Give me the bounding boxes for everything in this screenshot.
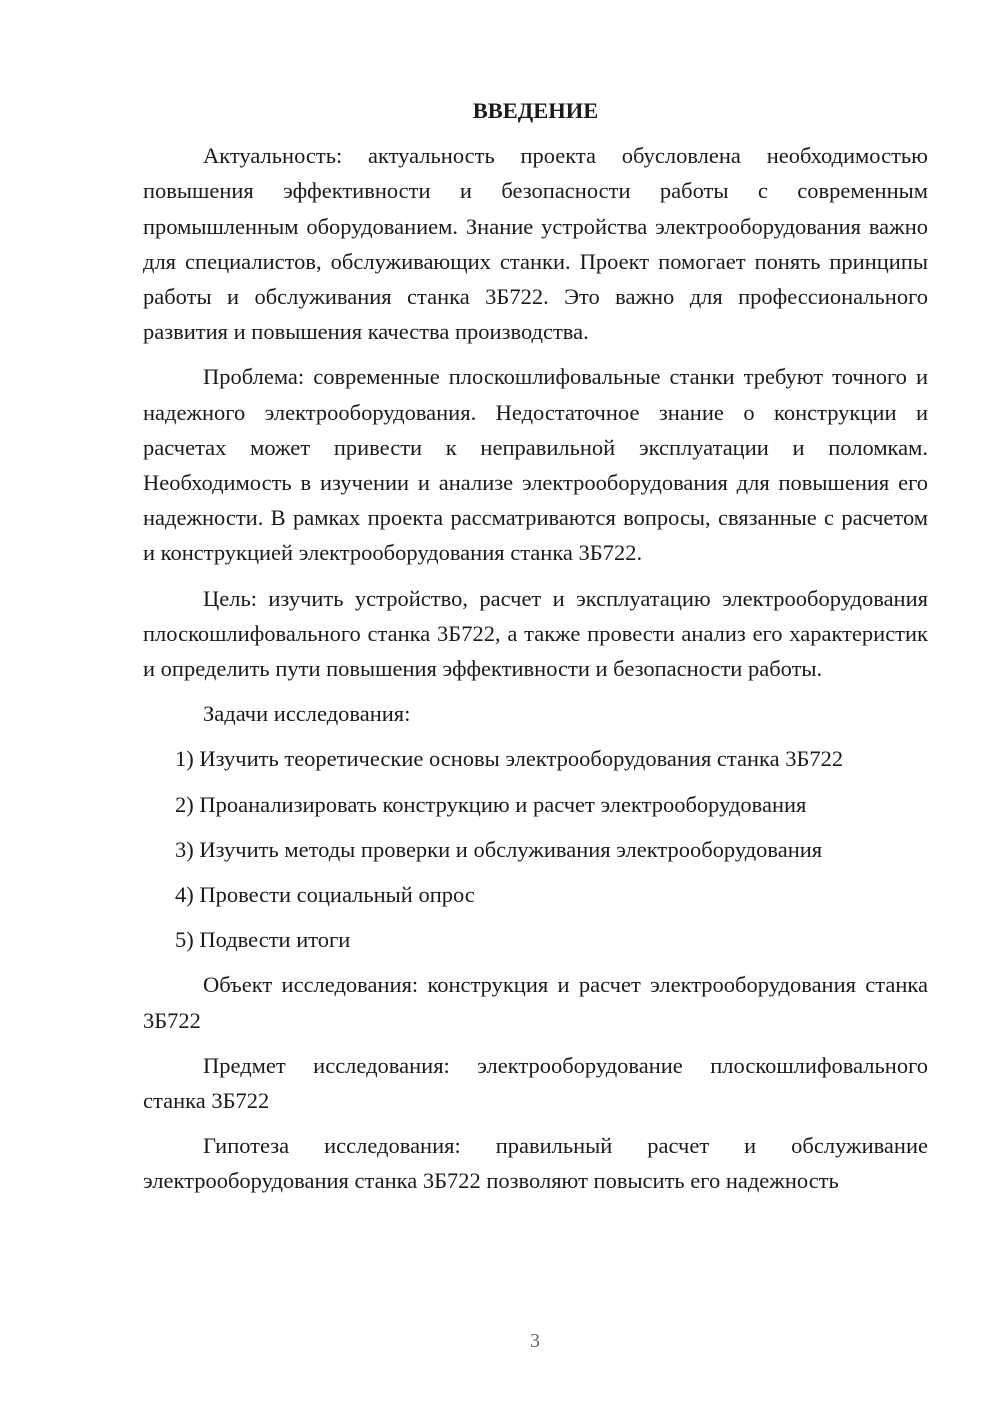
page-number: 3 xyxy=(530,1330,540,1352)
problem-paragraph: Проблема: современные плоскошлифовальные станки требуют точного и надежного электрооборудования. Недостаточное знание о конструкции и расчетах может привести к неправильной эксплуатации и поломкам. Необходимость в изучении и анализе электрооборудования для повышения его надежности. В рамках проекта рассматриваются вопросы, связанные с расчетом и конструкцией электрооборудования станка 3Б722. xyxy=(143,364,928,566)
task-item: 2) Проанализировать конструкцию и расчет электрооборудования xyxy=(175,791,807,817)
tasks-heading: Задачи исследования: xyxy=(203,701,411,727)
goal-paragraph: Цель: изучить устройство, расчет и эксплуатацию электрооборудования плоскошлифовального станка 3Б722, а также провести анализ его характеристик и определить пути повышения эффективности и безопасности работы. xyxy=(143,585,928,682)
relevance-paragraph: Актуальность: актуальность проекта обусловлена необходимостью повышения эффективности и безопасности работы с современным промышленным оборудованием. Знание устройства электрооборудования важно для специалистов, обслуживающих станки. Проект помогает понять принципы работы и обслуживания станка 3Б722. Это важно для профессионального развития и повышения качества производства. xyxy=(143,143,928,345)
page-title: ВВЕДЕНИЕ xyxy=(472,98,599,123)
task-item: 5) Подвести итоги xyxy=(175,927,351,953)
hypothesis-paragraph: Гипотеза исследования: правильный расчет и обслуживание электрооборудования станка 3Б722 позволяют повысить его надежность xyxy=(143,1133,928,1194)
subject-paragraph: Предмет исследования: электрооборудование плоскошлифовального станка 3Б722 xyxy=(143,1052,928,1114)
task-item: 4) Провести социальный опрос xyxy=(175,882,475,908)
tasks-list xyxy=(143,741,928,957)
task-item: 1) Изучить теоретические основы электрооборудования станка 3Б722 xyxy=(175,746,844,772)
object-paragraph: Объект исследования: конструкция и расчет электрооборудования станка 3Б722 xyxy=(143,972,928,1033)
page-content xyxy=(143,93,928,1209)
task-item: 3) Изучить методы проверки и обслуживания электрооборудования xyxy=(175,836,823,862)
